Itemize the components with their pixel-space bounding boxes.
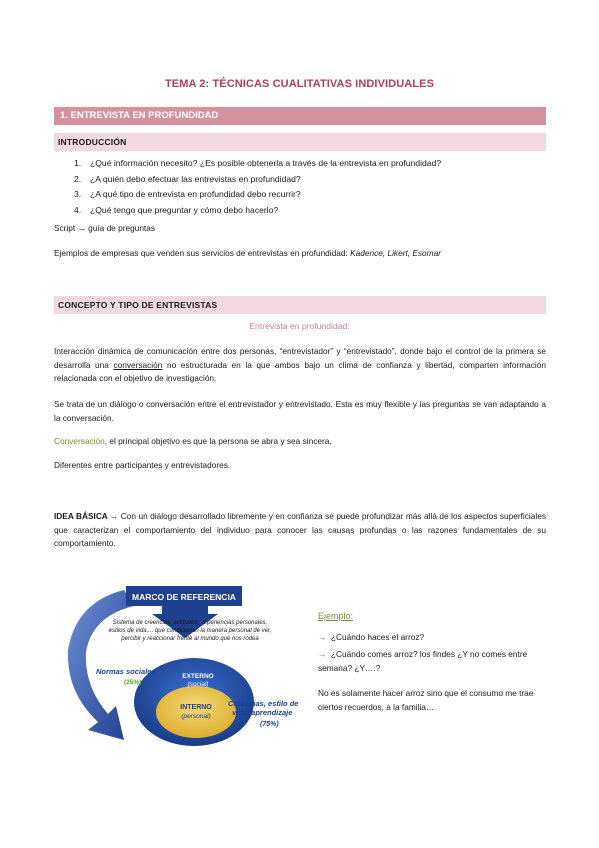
- normas-label: Normas sociales: [96, 667, 156, 676]
- concept-subtitle: Entrevista en profundidad:: [249, 321, 350, 331]
- example-question-1: → ¿Cuándo haces el arroz?: [318, 632, 425, 642]
- externo-label: EXTERNO: [182, 673, 214, 680]
- creencias-label-2: vida, aprendizaje: [232, 708, 293, 717]
- frame-text-2: estilos de vida,... que condicionan la manera personal de ver,: [108, 628, 272, 634]
- frame-label: MARCO DE REFERENCIA: [132, 592, 236, 602]
- example-note: No es solamente hacer arroz sino que el consumo me trae ciertos recuerdos, a la familia…: [318, 688, 534, 712]
- paragraph-idea-basica: IDEA BÁSICA → Con un diálogo desarrollado libremente y en confianza se puede profundizar más allá de los aspectos superficiales que caracterizan el comportamiento del individuo para conocer las causas profundas o las razones fundamentales de su comportamiento.: [54, 511, 546, 548]
- interno-ellipse: [156, 686, 236, 738]
- list-item: 2. ¿A quién debo efectuar las entrevistas en profundidad?: [74, 173, 301, 184]
- arrow-icon: →: [318, 649, 327, 659]
- questions-list: [74, 156, 441, 218]
- frame-text-3: percibir y reaccionar frente al mundo que nos rodea: [121, 636, 259, 642]
- conversacion-highlight: Conversación: [54, 436, 105, 446]
- paragraph-conversation: Conversación, el principal objetivo es que la persona se abra y sea sincera.: [54, 436, 332, 446]
- subsection-header-introduccion: INTRODUCCIÓN: [54, 133, 546, 151]
- interno-sub: (personal): [181, 713, 211, 720]
- paragraph-differences: Diferentes entre participantes y entrevistadores.: [54, 460, 231, 470]
- interno-label: INTERNO: [180, 704, 212, 711]
- frame-of-reference-diagram: [58, 580, 310, 760]
- externo-sub: (social): [187, 681, 209, 688]
- paragraph-dialogue: Se trata de un diálogo o conversación entre el entrevistador y entrevistado. Esta es muy flexible y las preguntas se van adaptando a la conversación.: [54, 399, 546, 423]
- normas-pct: (25%): [124, 679, 142, 686]
- list-item: 3. ¿A qué tipo de entrevista en profundidad debo recurrir?: [74, 189, 301, 199]
- section-header-entrevista: 1. ENTREVISTA EN PROFUNDIDAD: [54, 107, 546, 125]
- list-item: 4. ¿Qué tengo que preguntar y cómo debo hacerlo?: [74, 204, 279, 215]
- creencias-pct: (75%): [260, 721, 279, 728]
- list-item: 1. ¿Qué información necesito? ¿Es posible obtenerla a través de la entrevista en profundidad?: [74, 158, 442, 168]
- paragraph-definition: Interacción dinámica de comunicación entre dos personas, “entrevistador” y “entrevistado”, donde bajo el control de la primera se desarrolla una conversación no estructurada en la que ambos bajo un clima de confianza y libertad, comparten información relacionada con el objetivo de investigación.: [54, 346, 546, 383]
- conversacion-term: conversación: [113, 359, 163, 370]
- arrow-icon: →: [318, 632, 327, 642]
- frame-text-1: Sistema de creencias, actitudes, experiencias personales,: [112, 620, 268, 626]
- example-title: Ejemplo:: [318, 611, 354, 621]
- example-question-2: → ¿Cuándo comes arroz? los findes ¿Y no comes entre semana? ¿Y….?: [318, 649, 528, 673]
- curved-arrow-icon: [68, 590, 134, 740]
- examples-companies-line: Ejemplos de empresas que venden sus servicios de entrevistas en profundidad: Kadence, Likert, Esomar: [54, 248, 441, 258]
- subsection-header-concepto: CONCEPTO Y TIPO DE ENTREVISTAS: [54, 296, 546, 314]
- document-title: TEMA 2: TÉCNICAS CUALITATIVAS INDIVIDUALES: [164, 78, 435, 90]
- script-line: Script → guía de preguntas: [54, 223, 156, 233]
- creencias-label-1: Creencias, estilo de: [228, 699, 299, 708]
